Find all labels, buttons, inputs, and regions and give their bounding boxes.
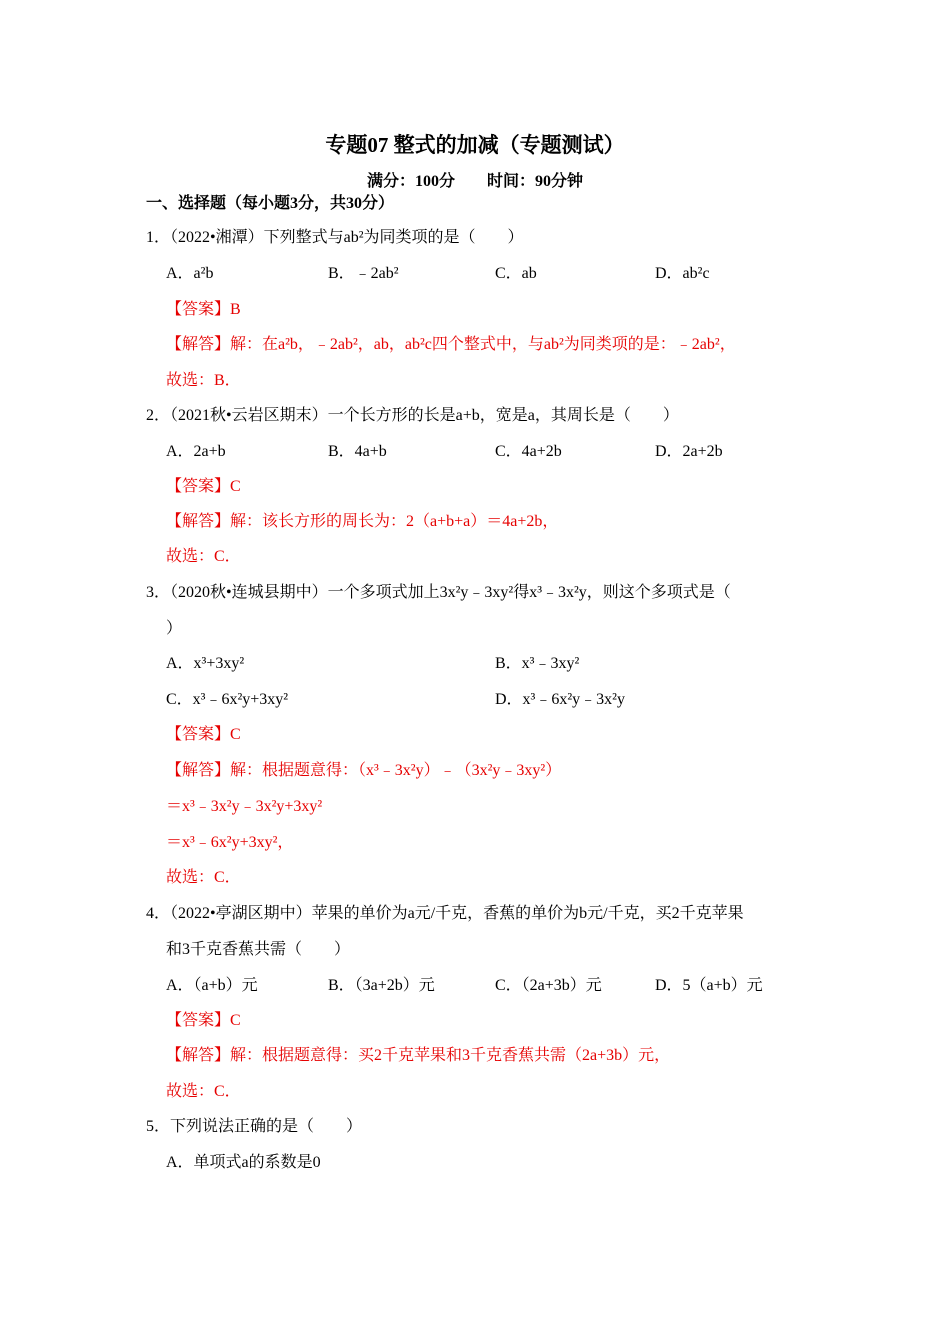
question-5-stem: 5．下列说法正确的是（ ）: [146, 1118, 363, 1135]
question-4-option-d: D．5（a+b）元: [655, 977, 763, 994]
question-3-option-a: A．x³+3xy²: [166, 655, 245, 672]
question-4-answer: 【答案】C: [166, 1012, 241, 1029]
question-2-answer: 【答案】C: [166, 478, 241, 495]
question-4-stem-line-1: 4．（2022•亭湖区期中）苹果的单价为a元/千克，香蕉的单价为b元/千克，买2千克苹果: [146, 905, 744, 922]
question-2-solution: 【解答】解：该长方形的周长为：2（a+b+a）＝4a+2b，: [166, 513, 559, 530]
question-1-answer: 【答案】B: [166, 301, 241, 318]
question-3-solution: 【解答】解：根据题意得：（x³﹣3x²y）﹣（3x²y﹣3xy²）: [166, 762, 562, 779]
exam-info: [0, 168, 950, 191]
question-1-stem: 1．（2022•湘潭）下列整式与ab²为同类项的是（ ）: [146, 229, 524, 246]
question-4-stem-line-2: 和3千克香蕉共需（ ）: [166, 941, 351, 958]
time-limit: 时间：90分钟: [487, 173, 584, 190]
question-1-solution: 【解答】解：在a²b，﹣2ab²，ab，ab²c四个整式中，与ab²为同类项的是：﹣2ab²，: [166, 336, 736, 353]
question-3-option-b: B．x³﹣3xy²: [495, 655, 580, 672]
question-4-option-c: C．（2a+3b）元: [495, 977, 602, 994]
question-1-conclusion: 故选：B．: [166, 372, 241, 389]
question-1-option-a: A．a²b: [166, 265, 214, 282]
question-2-option-c: C．4a+2b: [495, 443, 562, 460]
question-3-conclusion: 故选：C．: [166, 869, 241, 886]
question-2-conclusion: 故选：C．: [166, 548, 241, 565]
full-score: 满分：100分: [366, 173, 455, 190]
question-5-option-a: A．单项式a的系数是0: [166, 1154, 321, 1171]
question-1-option-b: B．﹣2ab²: [328, 265, 399, 282]
question-2-option-a: A．2a+b: [166, 443, 226, 460]
question-3-step-1: ＝x³﹣3x²y﹣3x²y+3xy²: [166, 798, 323, 815]
question-3-option-c: C．x³﹣6x²y+3xy²: [166, 691, 289, 708]
section-heading: 一、选择题（每小题3分，共30分）: [146, 195, 395, 212]
question-4-option-b: B．（3a+2b）元: [328, 977, 435, 994]
question-3-option-d: D．x³﹣6x²y﹣3x²y: [495, 691, 625, 708]
question-1-option-d: D．ab²c: [655, 265, 710, 282]
question-4-conclusion: 故选：C．: [166, 1083, 241, 1100]
question-3-step-2: ＝x³﹣6x²y+3xy²，: [166, 834, 294, 851]
question-3-stem-line-1: 3．（2020秋•连城县期中）一个多项式加上3x²y﹣3xy²得x³﹣3x²y，则这个多项式是（: [146, 584, 731, 601]
question-2-option-b: B．4a+b: [328, 443, 387, 460]
question-1-option-c: C．ab: [495, 265, 537, 282]
page-title: 专题07 整式的加减（专题测试）: [325, 133, 625, 157]
question-2-stem: 2．（2021秋•云岩区期末）一个长方形的长是a+b，宽是a，其周长是（ ）: [146, 407, 679, 424]
question-2-option-d: D．2a+2b: [655, 443, 723, 460]
question-3-stem-line-2: ）: [166, 620, 183, 637]
question-4-option-a: A．（a+b）元: [166, 977, 258, 994]
question-3-answer: 【答案】C: [166, 726, 241, 743]
question-4-solution: 【解答】解：根据题意得：买2千克苹果和3千克香蕉共需（2a+3b）元，: [166, 1047, 671, 1064]
